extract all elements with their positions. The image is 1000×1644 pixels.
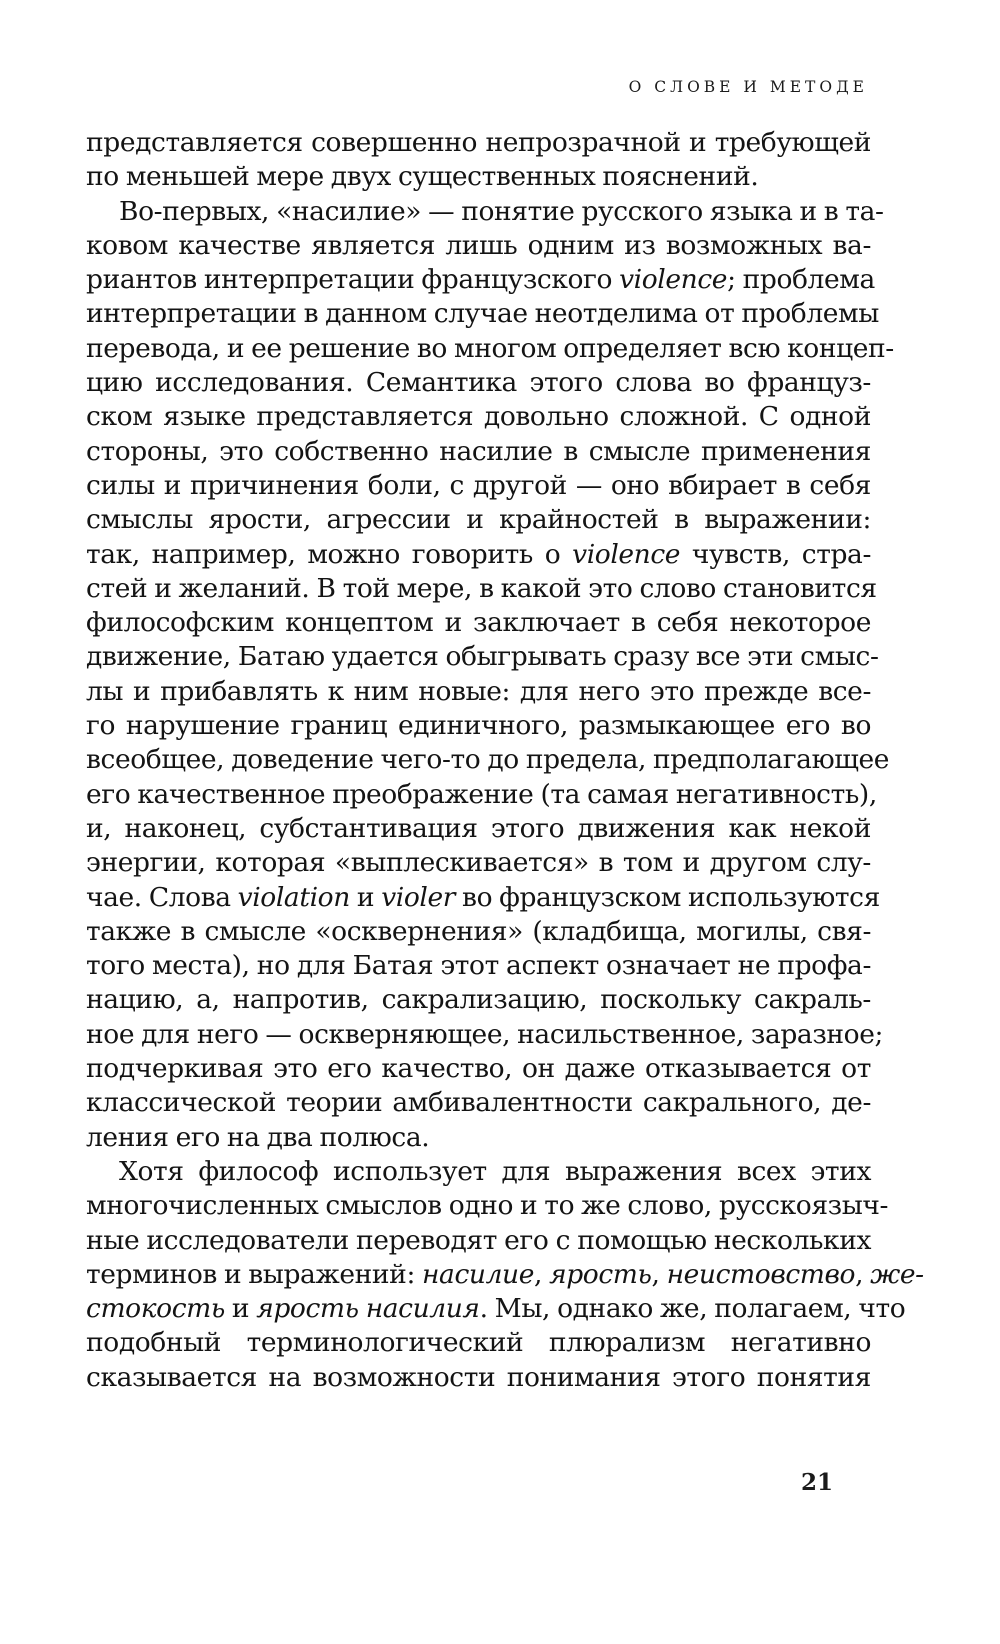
- text-line: [86, 538, 871, 572]
- text-line: Хотя философ использует для выражения всех этих: [119, 1155, 871, 1187]
- text-span: и: [224, 1293, 257, 1325]
- text-line: того места), но для Батая этот аспект означает не профа-: [86, 950, 871, 982]
- text-line: стей и желаний. В той мере, в какой это слово становится: [86, 572, 877, 604]
- text-line: го нарушение границ единичного, размыкающее его во: [86, 710, 871, 742]
- text-span: ,: [534, 1258, 550, 1290]
- text-line: нацию, а, напротив, сакрализацию, поскольку сакраль-: [86, 984, 871, 1016]
- text-line: классической теории амбивалентности сакрального, де-: [86, 1087, 871, 1119]
- text-line: движение, Батаю удается обыгрывать сразу все эти смыс-: [86, 641, 879, 673]
- text-line: смыслы ярости, агрессии и крайностей в выражении:: [86, 504, 871, 536]
- text-line: ные исследователи переводят его с помощью нескольких: [86, 1224, 871, 1256]
- text-line: представляется совершенно непрозрачной и требующей: [86, 127, 871, 158]
- text-line: ковом качестве является лишь одним из возможных ва-: [86, 229, 871, 261]
- italic-term: violation: [237, 881, 350, 913]
- text-line: ском языке представляется довольно сложной. С одной: [86, 401, 871, 433]
- text-span: . Мы, однако же, полагаем, что: [479, 1293, 906, 1325]
- text-line: по меньшей мере двух существенных пояснений.: [86, 161, 759, 193]
- text-line: лы и прибавлять к ним новые: для него это прежде все-: [86, 675, 871, 707]
- text-line: [86, 1292, 906, 1326]
- italic-term: ярость насилия: [256, 1293, 480, 1325]
- running-head: О СЛОВЕ И МЕТОДЕ: [628, 78, 868, 96]
- text-line: ления его на два полюса.: [86, 1121, 430, 1153]
- text-line: интерпретации в данном случае неотделима от проблемы: [86, 298, 879, 330]
- text-line: сказывается на возможности понимания этого понятия: [86, 1361, 871, 1393]
- text-line: ное для него — оскверняющее, насильственное, заразное;: [86, 1018, 884, 1050]
- italic-term: же-: [870, 1258, 924, 1290]
- italic-term: violence: [572, 538, 681, 570]
- text-line: Во-первых, «насилие» — понятие русского языка и в та-: [119, 195, 884, 227]
- text-line: цию исследования. Семантика этого слова во француз-: [86, 367, 871, 399]
- text-span: ; проблема: [727, 264, 875, 296]
- text-line: подобный терминологический плюрализм негативно: [86, 1327, 871, 1359]
- text-line: философским концептом и заключает в себя некоторое: [86, 607, 871, 639]
- text-line: его качественное преображение (та самая негативность),: [86, 778, 877, 810]
- text-span: чае. Слова: [86, 881, 238, 913]
- text-line: и, наконец, субстантивация этого движения как некой: [86, 812, 871, 844]
- italic-term: насилие: [422, 1258, 534, 1290]
- text-line: стороны, это собственно насилие в смысле применения: [86, 435, 871, 467]
- text-span: ,: [855, 1258, 871, 1290]
- text-line: [86, 263, 875, 297]
- italic-term: стокость: [86, 1293, 225, 1325]
- text-line: многочисленных смыслов одно и то же слово, русскоязыч-: [86, 1190, 889, 1222]
- text-span: так, например, можно говорить о: [86, 538, 573, 570]
- text-span: терминов и выражений:: [86, 1258, 422, 1290]
- text-line: силы и причинения боли, с другой — оно вбирает в себя: [86, 469, 871, 501]
- page-number: 21: [800, 1469, 833, 1496]
- text-line: [86, 1258, 924, 1292]
- text-span: риантов интерпретации французского: [86, 264, 620, 296]
- italic-term: ярость: [549, 1258, 652, 1290]
- italic-term: violer: [381, 881, 456, 913]
- body-text: [86, 126, 924, 1395]
- text-span: во французском используются: [455, 881, 880, 913]
- text-line: подчеркивая это его качество, он даже отказывается от: [86, 1053, 871, 1085]
- text-span: и: [349, 881, 382, 913]
- italic-term: неистовство: [666, 1258, 856, 1290]
- italic-term: violence: [619, 264, 728, 296]
- text-line: также в смысле «осквернения» (кладбища, могилы, свя-: [86, 915, 871, 947]
- text-line: [86, 881, 880, 915]
- text-span: чувств, стра-: [680, 538, 872, 570]
- text-span: ,: [651, 1258, 667, 1290]
- text-line: энергии, которая «выплескивается» в том и другом слу-: [86, 847, 871, 879]
- text-line: перевода, и ее решение во многом определяет всю концеп-: [86, 332, 894, 364]
- text-line: всеобщее, доведение чего-то до предела, предполагающее: [86, 744, 890, 776]
